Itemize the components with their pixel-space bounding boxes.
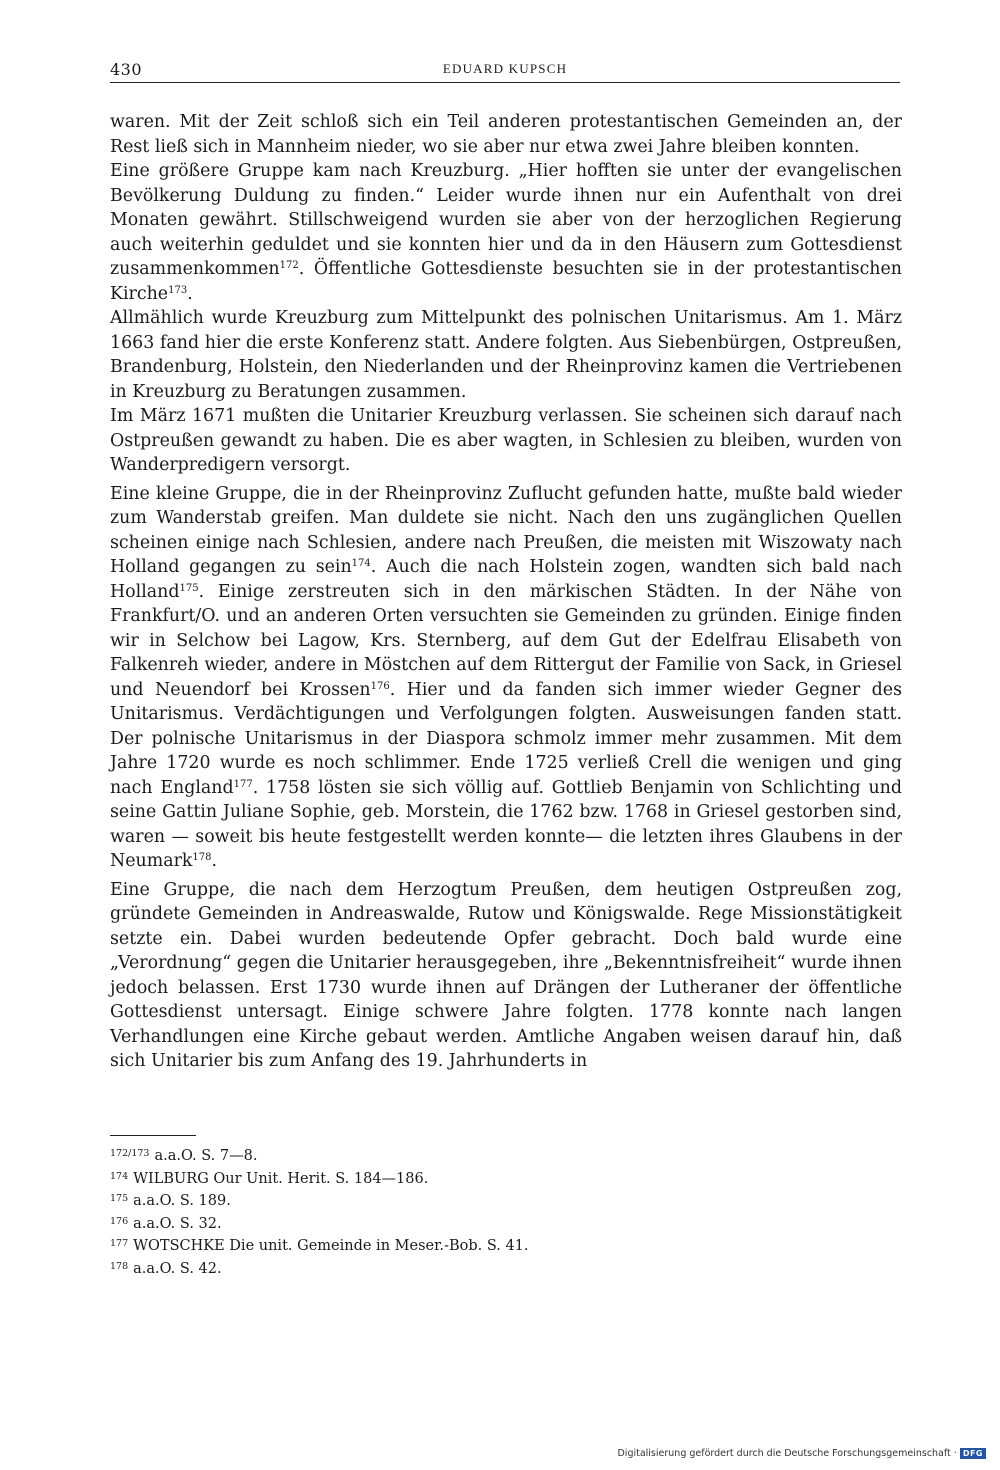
footnote-number: 172/173 [110,1148,150,1159]
footnote-text: a.a.O. S. 7—8. [154,1148,258,1164]
footnote-number: 178 [110,1260,129,1272]
text-run: . Auch die nach Holstein zogen, wandten sich bald nach Holland [110,557,902,602]
digitization-credit [617,1448,986,1459]
footnote-text: WOTSCHKE Die unit. Gemeinde in Meser.-Bob. S. 41. [133,1238,529,1255]
footnote-number: 176 [110,1215,129,1227]
footnotes [110,1144,900,1280]
footnote-reference: 172 [279,260,299,271]
dfg-logo: DFG [960,1448,986,1459]
text-run: Eine Gruppe, die nach dem Herzogtum Preußen, dem heutigen Ostpreußen zog, gründete Gemeinden in Andreaswalde, Rutow und Königswalde. Rege Missionstätigkeit setzte ein. Dabei wurden bedeutende Opfer gebracht. Doch bald wurde eine „Verordnung“ gegen die Unitarier herausgegeben, ihre „Bekenntnisfreiheit“ wurde ihnen jedoch belassen. Erst 1730 wurde ihnen auf Drängen der Lutheraner der öffentliche Gottesdienst untersagt. Einige schwere Jahre folgten. 1778 konnte nach langen Verhandlungen eine Kirche gebaut werden. Amtliche Angaben weisen darauf hin, daß sich Unitarier bis zum Anfang des 19. Jahrhunderts in [110,879,902,1071]
footnote-number: 177 [110,1238,129,1250]
footnote [110,1144,900,1167]
body-paragraph [110,159,902,306]
footnote-text: a.a.O. S. 189. [133,1193,231,1210]
body-paragraph [110,306,902,404]
text-run: Eine größere Gruppe kam nach Kreuzburg. „Hier hofften sie unter der evangelischen Bevölkerung Duldung zu finden.“ Leider wurde ihnen nur ein Aufenthalt von drei Monaten gewährt. Stillschweigend wurden sie aber von der herzoglichen Regierung auch weiterhin geduldet und sie konnten hier und da in den Häusern zum Gottesdienst zusammenkommen [110,161,902,279]
page-header [110,60,900,83]
footnote-reference: 173 [168,284,188,296]
footnote-number: 174 [110,1170,129,1182]
footnote [110,1212,900,1235]
body-text [110,110,902,1074]
footnote-text: WILBURG Our Unit. Herit. S. 184—186. [133,1170,429,1187]
footnote-reference: 175 [179,582,199,594]
footnote-reference: 176 [370,680,390,692]
footnote [110,1234,900,1257]
footnote-text: a.a.O. S. 42. [133,1260,222,1277]
footnote-text: a.a.O. S. 32. [133,1215,222,1232]
footnote-reference: 177 [233,778,253,790]
footnote [110,1189,900,1212]
text-run: . [187,283,193,304]
body-paragraph [110,110,902,159]
text-run: . Hier und da fanden sich immer wieder Gegner des Unitarismus. Verdächtigungen und Verfolgungen folgten. Ausweisungen fanden statt. Der polnische Unitarismus in der Diaspora schmolz immer mehr zusammen. Mit dem Jahre 1720 wurde es noch schlimmer. Ende 1725 verließ Crell die wenigen und ging nach England [110,679,902,798]
text-run: Allmählich wurde Kreuzburg zum Mittelpunkt des polnischen Unitarismus. Am 1. März 1663 fand hier die erste Konferenz statt. Andere folgten. Aus Siebenbürgen, Ostpreußen, Brandenburg, Holstein, den Niederlanden und der Rheinprovinz kamen die Vertriebenen in Kreuzburg zu Beratungen zusammen. [110,308,902,402]
footnote-reference: 174 [351,558,371,569]
body-paragraph [110,404,902,478]
footnote-divider [110,1135,196,1136]
footnote-reference: 178 [192,852,212,863]
text-run: . [211,851,218,871]
credit-text: Digitalisierung gefördert durch die Deutsche Forschungsgemeinschaft · [617,1448,957,1459]
text-run: . 1758 lösten sie sich völlig auf. Gottlieb Benjamin von Schlichting und seine Gattin Juliane Sophie, geb. Morstein, die 1762 bzw. 1768 in Griesel gestorben sind, waren — soweit bis heute festgestellt werden konnte— die letzten ihres Glaubens in der Neumark [110,777,903,871]
text-run: Eine kleine Gruppe, die in der Rheinprovinz Zuflucht gefunden hatte, mußte bald wieder zum Wanderstab greifen. Man duldete sie nicht. Nach den uns zugänglichen Quellen scheinen einige nach Schlesien, andere nach Preußen, die meisten mit Wiszowaty nach Holland gegangen zu sein [110,483,902,577]
body-paragraph [110,482,902,874]
footnote [110,1167,900,1190]
page-number: 430 [110,60,143,79]
text-run: . Einige zerstreuten sich in den märkischen Städten. In der Nähe von Frankfurt/O. und an anderen Orten versuchten sie Gemeinden zu gründen. Einige finden wir in Selchow bei Lagow, Krs. Sternberg, auf dem Gut der Edelfrau Elisabeth von Falkenreh wieder, andere in Möstchen auf dem Rittergut der Familie von Sack, in Griesel und Neuendorf bei Krossen [110,581,902,700]
body-paragraph [110,878,902,1074]
running-head: EDUARD KUPSCH [442,61,568,76]
text-run: waren. Mit der Zeit schloß sich ein Teil anderen protestantischen Gemeinden an, der Rest ließ sich in Mannheim nieder, wo sie aber nur etwa zwei Jahre bleiben konnten. [110,112,902,157]
footnote-number: 175 [110,1193,129,1205]
text-run: Im März 1671 mußten die Unitarier Kreuzburg verlassen. Sie scheinen sich darauf nach Ostpreußen gewandt zu haben. Die es aber wagten, in Schlesien zu bleiben, wurden von Wanderpredigern versorgt. [110,406,902,475]
footnote [110,1257,900,1280]
text-run: . Öffentliche Gottesdienste besuchten sie in der protestantischen Kirche [110,259,902,304]
